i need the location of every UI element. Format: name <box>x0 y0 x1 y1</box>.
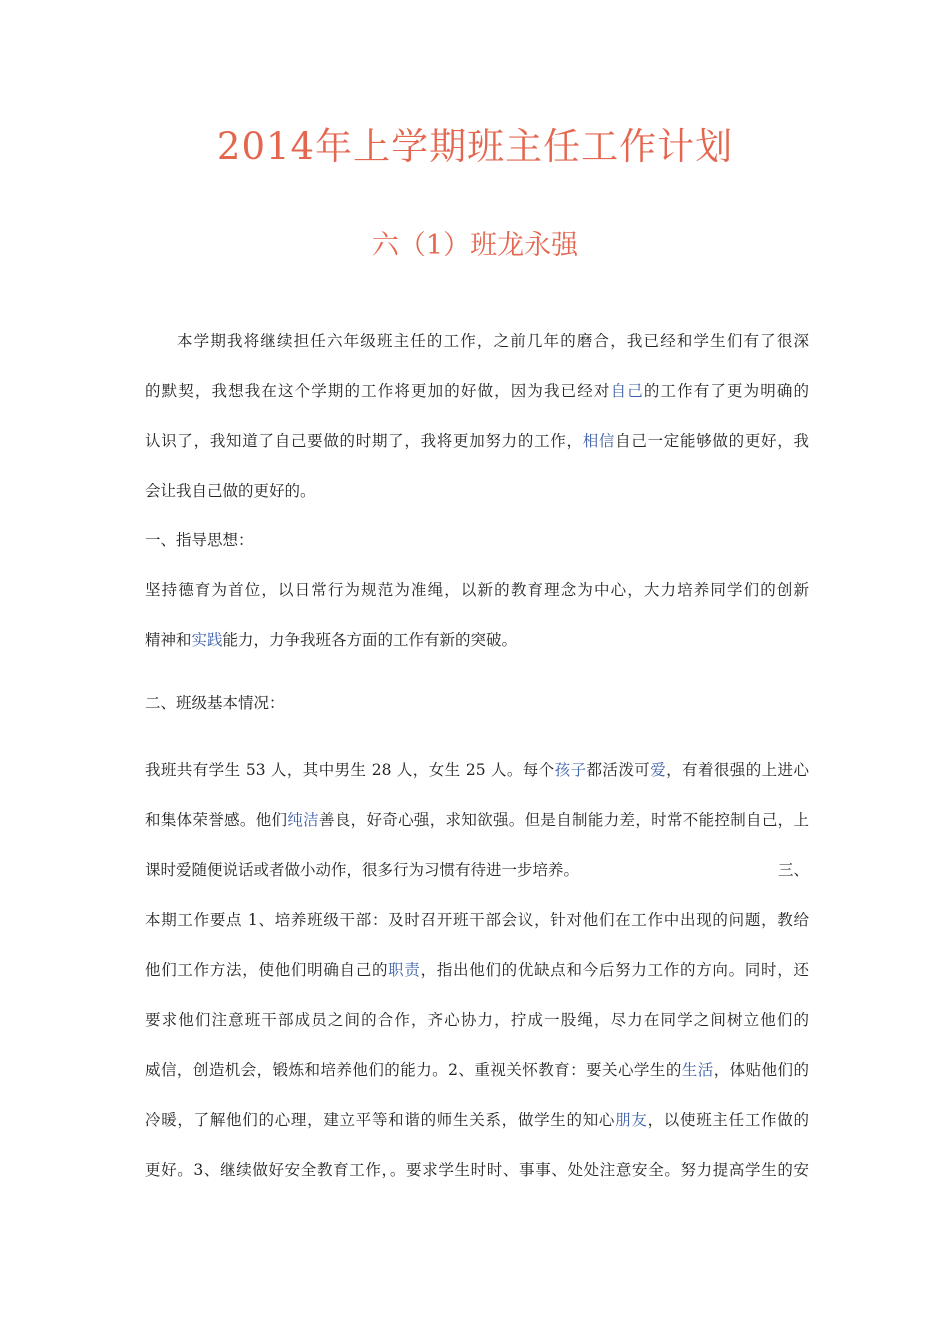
section-2-text: 课时爱随便说话或者做小动作，很多行为习惯有待进一步培养。 <box>145 861 580 879</box>
link-zhize[interactable]: 职责 <box>388 961 421 979</box>
section-1-line-2 <box>145 615 809 665</box>
section-3-line-2 <box>145 945 809 995</box>
section-3-line-5 <box>145 1095 809 1145</box>
section-3-number: 三、 <box>777 861 809 879</box>
section-3-line-4 <box>145 1045 809 1095</box>
section-2-heading: 二、班级基本情况： <box>145 694 285 712</box>
intro-text: 的默契，我想我在这个学期的工作将更加的好做，因为我已经对 <box>145 382 611 400</box>
section-2-text: ，有着很强的上进心 <box>666 761 809 779</box>
section-2-text: 和集体荣誉感。他们 <box>145 811 288 829</box>
section-2-body <box>145 745 809 895</box>
link-chunjie[interactable]: 纯洁 <box>287 811 319 829</box>
intro-text: 认识了，我知道了自己要做的时期了，我将更加努力的工作， <box>145 432 583 450</box>
section-3-line-3: 要求他们注意班干部成员之间的合作，齐心协力，拧成一股绳，尽力在同学之间树立他们的 <box>145 1011 809 1029</box>
link-ai[interactable]: 爱 <box>650 761 667 779</box>
section-3-text: 威信，创造机会，锻炼和培养他们的能力。2、重视关怀教育：要关心学生的 <box>145 1061 682 1079</box>
section-3-text: 他们工作方法，使他们明确自己的 <box>145 961 389 979</box>
intro-line-4: 会让我自己做的更好的。 <box>145 482 316 500</box>
section-1-heading: 一、指导思想： <box>145 531 254 549</box>
section-1-text: 能力，力争我班各方面的工作有新的突破。 <box>222 631 518 649</box>
link-shijian[interactable]: 实践 <box>191 631 223 649</box>
intro-line-1: 本学期我将继续担任六年级班主任的工作，之前几年的磨合，我已经和学生们有了很深 <box>177 332 809 350</box>
section-3-text: ，指出他们的优缺点和今后努力工作的方向。同时，还 <box>420 961 809 979</box>
link-pengyou[interactable]: 朋友 <box>615 1111 648 1129</box>
section-1-text: 精神和 <box>145 631 192 649</box>
section-2-text: 都活泼可 <box>586 761 651 779</box>
document-title: 2014年上学期班主任工作计划 <box>216 125 734 168</box>
link-shenghuo[interactable]: 生活 <box>681 1061 714 1079</box>
intro-paragraph <box>145 316 809 516</box>
document-subtitle: 六（1）班龙永强 <box>371 230 579 261</box>
link-xiangxin[interactable]: 相信 <box>582 432 616 450</box>
intro-line-3 <box>145 416 809 466</box>
section-1 <box>145 515 809 665</box>
intro-text: 自己一定能够做的更好，我 <box>615 432 809 450</box>
section-2 <box>145 678 809 728</box>
section-2-line-3 <box>145 845 809 895</box>
intro-line-2 <box>145 366 809 416</box>
section-2-line-2 <box>145 795 809 845</box>
section-2-line-1 <box>145 745 809 795</box>
link-ziji[interactable]: 自己 <box>610 382 644 400</box>
section-1-line-1: 坚持德育为首位，以日常行为规范为准绳，以新的教育理念为中心，大力培养同学们的创新 <box>145 581 809 599</box>
section-3-line-1: 本期工作要点 1、培养班级干部：及时召开班干部会议，针对他们在工作中出现的问题，教给 <box>145 911 809 929</box>
section-2-text: 善良，好奇心强，求知欲强。但是自制能力差，时常不能控制自己，上 <box>319 811 809 829</box>
section-3-line-6: 更好。3、继续做好安全教育工作，。要求学生时时、事事、处处注意安全。努力提高学生的安 <box>145 1161 809 1179</box>
section-3-text: ，体贴他们的 <box>713 1061 809 1079</box>
section-3 <box>145 895 809 1195</box>
section-2-text: 我班共有学生 53 人，其中男生 28 人，女生 25 人。每个 <box>145 761 555 779</box>
section-3-text: 冷暖，了解他们的心理，建立平等和谐的师生关系，做学生的知心 <box>145 1111 616 1129</box>
intro-text: 的工作有了更为明确的 <box>643 382 809 400</box>
link-haizi[interactable]: 孩子 <box>554 761 587 779</box>
section-3-text: ，以使班主任工作做的 <box>647 1111 809 1129</box>
